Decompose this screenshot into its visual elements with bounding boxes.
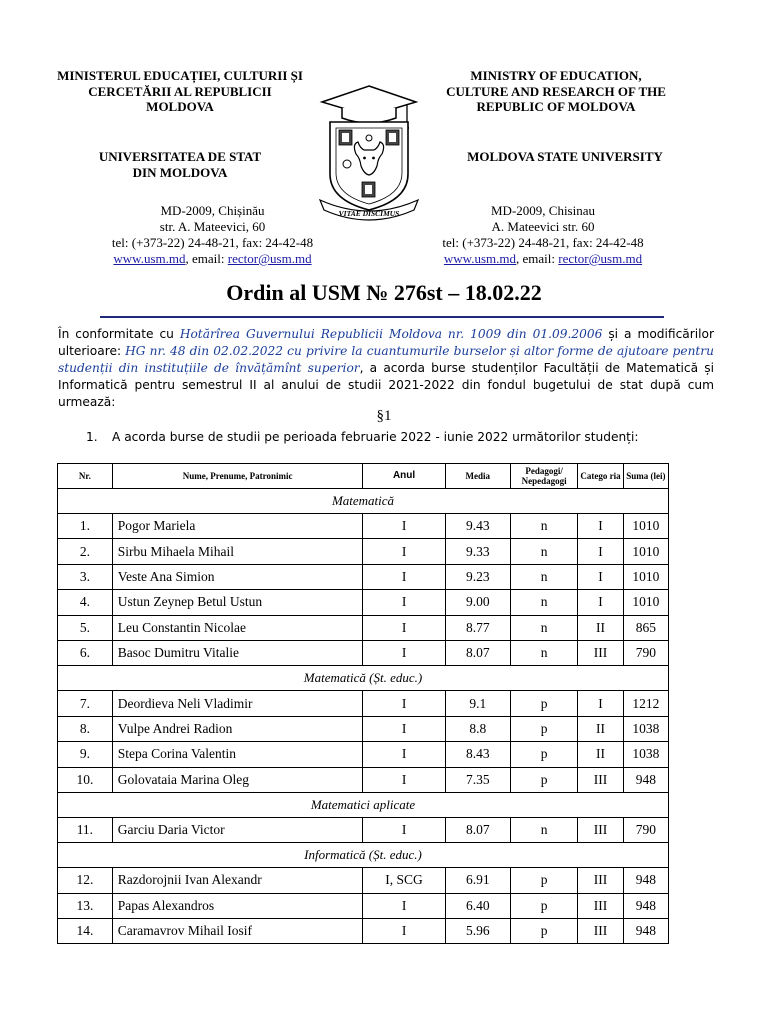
pedagogical: p xyxy=(510,919,577,944)
header-university-en xyxy=(430,149,700,165)
column-header-suma: Suma (lei) xyxy=(623,464,668,489)
category: III xyxy=(578,919,623,944)
row-number: 14. xyxy=(58,919,113,944)
amount: 948 xyxy=(623,893,668,918)
average: 8.43 xyxy=(445,742,510,767)
address-contacts xyxy=(408,251,678,267)
category: II xyxy=(578,716,623,741)
year: I xyxy=(363,615,445,640)
order-title: Ordin al USM № 276st – 18.02.22 xyxy=(226,280,542,305)
table-row xyxy=(58,691,669,716)
website-link[interactable]: www.usm.md xyxy=(443,251,517,266)
student-name: Ustun Zeynep Betul Ustun xyxy=(112,590,363,615)
intro-text: , a acorda burse studenților Facultății de Matematică și Informatică pentru semestrul II al anului de studii 2021-2022 din fondul bugetului de stat după cum urmează: xyxy=(58,361,715,409)
row-number: 2. xyxy=(58,539,113,564)
header-ministry-en xyxy=(418,68,694,115)
pedagogical: p xyxy=(510,893,577,918)
year: I xyxy=(363,590,445,615)
average: 9.33 xyxy=(445,539,510,564)
pedagogical: n xyxy=(510,640,577,665)
pedagogical: p xyxy=(510,767,577,792)
category: III xyxy=(578,868,623,893)
student-name: Stepa Corina Valentin xyxy=(112,742,363,767)
row-number: 6. xyxy=(58,640,113,665)
row-number: 10. xyxy=(58,767,113,792)
student-name: Pogor Mariela xyxy=(112,514,363,539)
group-row xyxy=(58,792,669,817)
average: 8.77 xyxy=(445,615,510,640)
header-line: MINISTERUL EDUCAȚIEI, CULTURII ȘI xyxy=(57,68,303,83)
year: I xyxy=(363,919,445,944)
row-number: 3. xyxy=(58,564,113,589)
group-row xyxy=(58,843,669,868)
average: 5.96 xyxy=(445,919,510,944)
pedagogical: p xyxy=(510,716,577,741)
average: 6.40 xyxy=(445,893,510,918)
header-line: MOLDOVA xyxy=(146,99,214,114)
row-number: 12. xyxy=(58,868,113,893)
crest-motto: VITAE DISCIMUS xyxy=(338,209,400,218)
year: I xyxy=(363,767,445,792)
amount: 948 xyxy=(623,868,668,893)
group-title: Matematică (Șt. educ.) xyxy=(58,666,669,691)
student-name: Vulpe Andrei Radion xyxy=(112,716,363,741)
column-header-nr: Nr. xyxy=(58,464,113,489)
average: 8.07 xyxy=(445,640,510,665)
amount: 1010 xyxy=(623,539,668,564)
table-row xyxy=(58,919,669,944)
category: II xyxy=(578,615,623,640)
category: I xyxy=(578,590,623,615)
table-row xyxy=(58,615,669,640)
pedagogical: p xyxy=(510,742,577,767)
category: III xyxy=(578,640,623,665)
address-phone: tel: (+373-22) 24-48-21, fax: 24-42-48 xyxy=(111,235,314,250)
header-university-ro xyxy=(80,149,280,180)
student-name: Caramavrov Mihail Iosif xyxy=(112,919,363,944)
average: 8.8 xyxy=(445,716,510,741)
hg-reference-link[interactable]: HG nr. 48 din 02.02.2022 cu privire la cuantumurile burselor și altor forme de ajutoare pentru studenții din instituțiile de învățămînt superior xyxy=(58,344,714,375)
average: 9.1 xyxy=(445,691,510,716)
student-name: Leu Constantin Nicolae xyxy=(112,615,363,640)
address-city: MD-2009, Chisinau xyxy=(491,203,595,218)
category: I xyxy=(578,564,623,589)
table-row xyxy=(58,716,669,741)
point-text: A acorda burse de studii pe perioada februarie 2022 - iunie 2022 următorilor studenți: xyxy=(112,430,639,444)
table-row xyxy=(58,767,669,792)
column-header-categoria: Catego ria xyxy=(578,464,623,489)
student-name: Veste Ana Simion xyxy=(112,564,363,589)
table-row xyxy=(58,868,669,893)
email-label: , email: xyxy=(516,251,559,266)
header-line: CULTURE AND RESEARCH OF THE xyxy=(446,83,666,99)
row-number: 13. xyxy=(58,893,113,918)
table-row xyxy=(58,893,669,918)
row-number: 5. xyxy=(58,615,113,640)
table-row xyxy=(58,514,669,539)
year: I, SCG xyxy=(363,868,445,893)
category: III xyxy=(578,817,623,842)
pedagogical: n xyxy=(510,817,577,842)
intro-paragraph xyxy=(58,326,714,411)
pedagogical: p xyxy=(510,691,577,716)
year: I xyxy=(363,716,445,741)
year: I xyxy=(363,742,445,767)
pedagogical: n xyxy=(510,615,577,640)
average: 9.00 xyxy=(445,590,510,615)
point-1 xyxy=(86,430,638,444)
email-link[interactable]: rector@usm.md xyxy=(558,251,643,266)
average: 7.35 xyxy=(445,767,510,792)
intro-text: și a modificărilor ulterioare: xyxy=(58,327,715,358)
average: 9.23 xyxy=(445,564,510,589)
university-crest-icon xyxy=(312,82,426,222)
column-header-pedagogi: Pedagogi/ Nepedagogi xyxy=(510,464,577,489)
group-title: Informatică (Șt. educ.) xyxy=(58,843,669,868)
row-number: 4. xyxy=(58,590,113,615)
category: I xyxy=(578,691,623,716)
table-row xyxy=(58,564,669,589)
student-name: Deordieva Neli Vladimir xyxy=(112,691,363,716)
scholarship-table xyxy=(57,463,669,944)
address-ro xyxy=(80,203,345,267)
student-name: Papas Alexandros xyxy=(112,893,363,918)
header-line: CERCETĂRII AL REPUBLICII xyxy=(88,83,272,99)
address-street: A. Mateevici str. 60 xyxy=(491,219,595,234)
header-line: MINISTRY OF EDUCATION, xyxy=(470,68,642,83)
website-link[interactable]: www.usm.md xyxy=(113,251,186,266)
header-line: REPUBLIC OF MOLDOVA xyxy=(476,99,636,114)
amount: 790 xyxy=(623,640,668,665)
category: I xyxy=(578,514,623,539)
category: II xyxy=(578,742,623,767)
row-number: 11. xyxy=(58,817,113,842)
category: III xyxy=(578,767,623,792)
header-ministry-ro xyxy=(50,68,310,115)
year: I xyxy=(363,564,445,589)
column-header-anul: Anul xyxy=(363,464,445,489)
pedagogical: n xyxy=(510,564,577,589)
amount: 1038 xyxy=(623,716,668,741)
pedagogical: n xyxy=(510,514,577,539)
student-name: Basoc Dumitru Vitalie xyxy=(112,640,363,665)
amount: 1010 xyxy=(623,514,668,539)
pedagogical: n xyxy=(510,539,577,564)
student-name: Garciu Daria Victor xyxy=(112,817,363,842)
table-row xyxy=(58,539,669,564)
column-header-name: Nume, Prenume, Patronimic xyxy=(112,464,363,489)
average: 6.91 xyxy=(445,868,510,893)
category: I xyxy=(578,539,623,564)
header-line: MOLDOVA STATE UNIVERSITY xyxy=(467,149,663,164)
address-phone: tel: (+373-22) 24-48-21, fax: 24-42-48 xyxy=(442,235,644,250)
address-en xyxy=(408,203,678,267)
amount: 1010 xyxy=(623,564,668,589)
email-link[interactable]: rector@usm.md xyxy=(227,251,312,266)
category: III xyxy=(578,893,623,918)
amount: 948 xyxy=(623,919,668,944)
year: I xyxy=(363,817,445,842)
header-line: DIN MOLDOVA xyxy=(132,164,228,180)
table-header-row xyxy=(58,464,669,489)
amount: 790 xyxy=(623,817,668,842)
row-number: 8. xyxy=(58,716,113,741)
row-number: 7. xyxy=(58,691,113,716)
student-name: Razdorojnii Ivan Alexandr xyxy=(112,868,363,893)
group-title: Matematici aplicate xyxy=(58,792,669,817)
pedagogical: p xyxy=(510,868,577,893)
group-row xyxy=(58,489,669,514)
column-header-media: Media xyxy=(445,464,510,489)
email-label: , email: xyxy=(185,251,228,266)
year: I xyxy=(363,640,445,665)
year: I xyxy=(363,691,445,716)
group-row xyxy=(58,666,669,691)
table-row xyxy=(58,742,669,767)
address-contacts xyxy=(80,251,345,267)
table-row xyxy=(58,640,669,665)
row-number: 9. xyxy=(58,742,113,767)
group-title: Matematică xyxy=(58,489,669,514)
header-line: UNIVERSITATEA DE STAT xyxy=(98,149,262,164)
address-city: MD-2009, Chișinău xyxy=(160,203,265,218)
table-row xyxy=(58,817,669,842)
address-street: str. A. Mateevici, 60 xyxy=(159,219,266,234)
government-decision-link[interactable]: Hotărîrea Guvernului Republicii Moldova nr. 1009 din 01.09.2006 xyxy=(179,327,603,341)
section-mark: §1 xyxy=(376,408,392,424)
pedagogical: n xyxy=(510,590,577,615)
title-divider xyxy=(100,316,664,318)
table-row xyxy=(58,590,669,615)
student-name: Golovataia Marina Oleg xyxy=(112,767,363,792)
amount: 1010 xyxy=(623,590,668,615)
amount: 948 xyxy=(623,767,668,792)
year: I xyxy=(363,514,445,539)
intro-text: În conformitate cu xyxy=(58,327,180,341)
amount: 865 xyxy=(623,615,668,640)
amount: 1212 xyxy=(623,691,668,716)
average: 9.43 xyxy=(445,514,510,539)
average: 8.07 xyxy=(445,817,510,842)
point-number: 1. xyxy=(86,430,98,444)
student-name: Sirbu Mihaela Mihail xyxy=(112,539,363,564)
row-number: 1. xyxy=(58,514,113,539)
amount: 1038 xyxy=(623,742,668,767)
year: I xyxy=(363,539,445,564)
year: I xyxy=(363,893,445,918)
